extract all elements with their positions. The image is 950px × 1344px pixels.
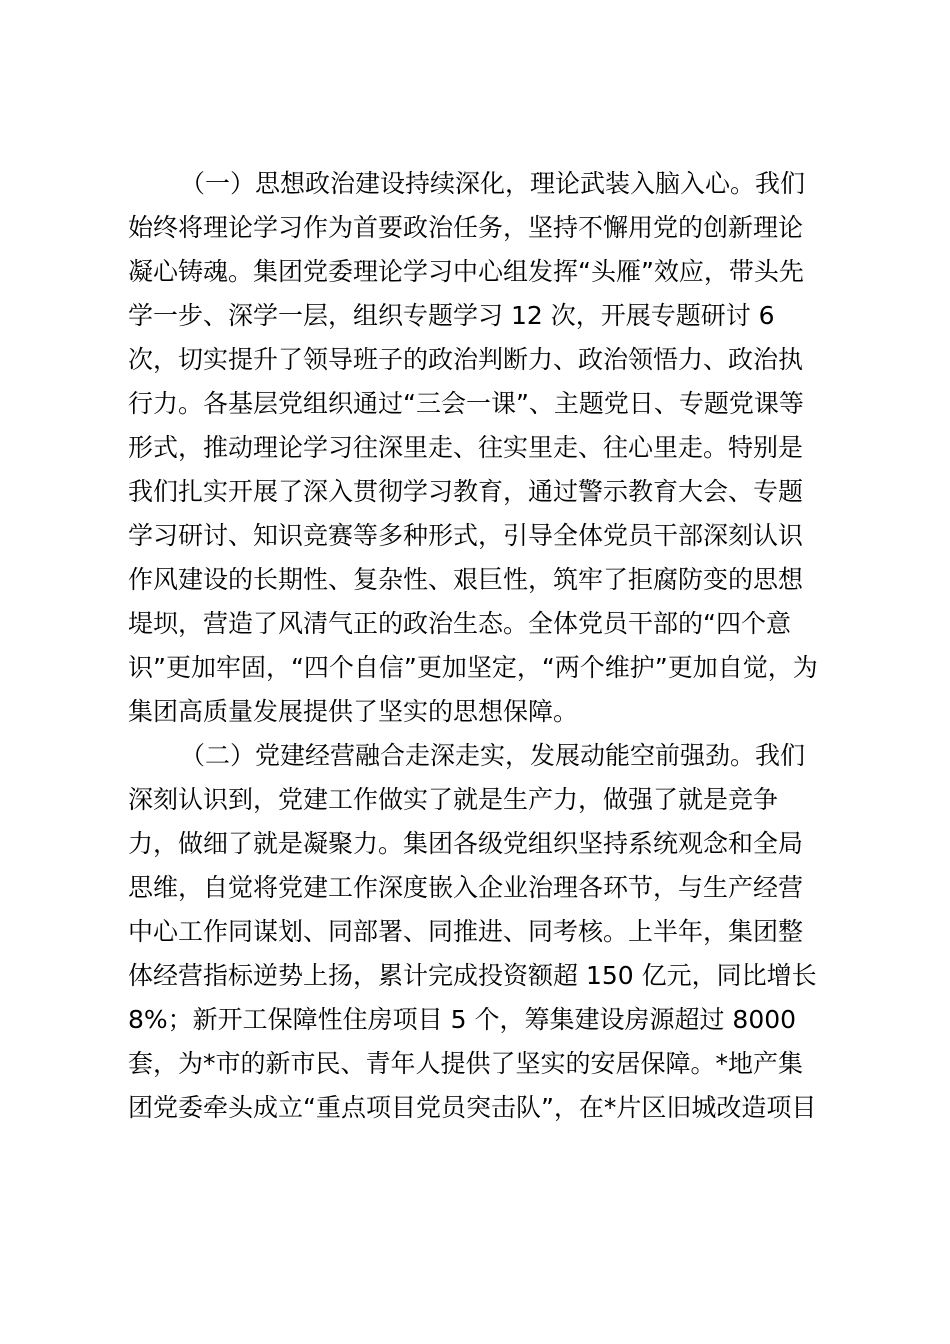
text-line: 作风建设的长期性、复杂性、艰巨性，筑牢了拒腐防变的思想 — [128, 565, 804, 594]
text-line: 堤坝，营造了风清气正的政治生态。全体党员干部的“四个意 — [128, 609, 791, 638]
text-line: 识”更加牢固，“四个自信”更加坚定，“两个维护”更加自觉，为 — [128, 653, 818, 682]
text-line: 中心工作同谋划、同部署、同推进、同考核。上半年，集团整 — [128, 917, 804, 946]
text-line: （一）思想政治建设持续深化，理论武装入脑入心。我们 — [180, 169, 806, 198]
text-line: 学习研讨、知识竞赛等多种形式，引导全体党员干部深刻认识 — [128, 521, 804, 550]
text-line: 8%；新开工保障性住房项目 5 个，筹集建设房源超过 8000 — [128, 1005, 797, 1034]
text-line: 思维，自觉将党建工作深度嵌入企业治理各环节，与生产经营 — [128, 873, 804, 902]
text-line: 我们扎实开展了深入贯彻学习教育，通过警示教育大会、专题 — [128, 477, 804, 506]
text-line: 集团高质量发展提供了坚实的思想保障。 — [128, 697, 579, 726]
text-line: （二）党建经营融合走深走实，发展动能空前强劲。我们 — [180, 741, 806, 770]
text-line: 行力。各基层党组织通过“三会一课”、主题党日、专题党课等 — [128, 389, 804, 418]
text-line: 始终将理论学习作为首要政治任务，坚持不懈用党的创新理论 — [128, 213, 804, 242]
text-line: 凝心铸魂。集团党委理论学习中心组发挥“头雁”效应，带头先 — [128, 257, 804, 286]
text-line: 学一步、深学一层，组织专题学习 12 次，开展专题研讨 6 — [128, 301, 775, 330]
text-line: 次，切实提升了领导班子的政治判断力、政治领悟力、政治执 — [128, 345, 804, 374]
text-line: 深刻认识到，党建工作做实了就是生产力，做强了就是竞争 — [128, 785, 779, 814]
text-line: 套，为*市的新市民、青年人提供了坚实的安居保障。*地产集 — [128, 1049, 804, 1078]
text-line: 团党委牵头成立“重点项目党员突击队”，在*片区旧城改造项目 — [128, 1093, 817, 1122]
text-line: 体经营指标逆势上扬，累计完成投资额超 150 亿元，同比增长 — [128, 961, 817, 990]
text-line: 形式，推动理论学习往深里走、往实里走、往心里走。特别是 — [128, 433, 804, 462]
text-line: 力，做细了就是凝聚力。集团各级党组织坚持系统观念和全局 — [128, 829, 804, 858]
